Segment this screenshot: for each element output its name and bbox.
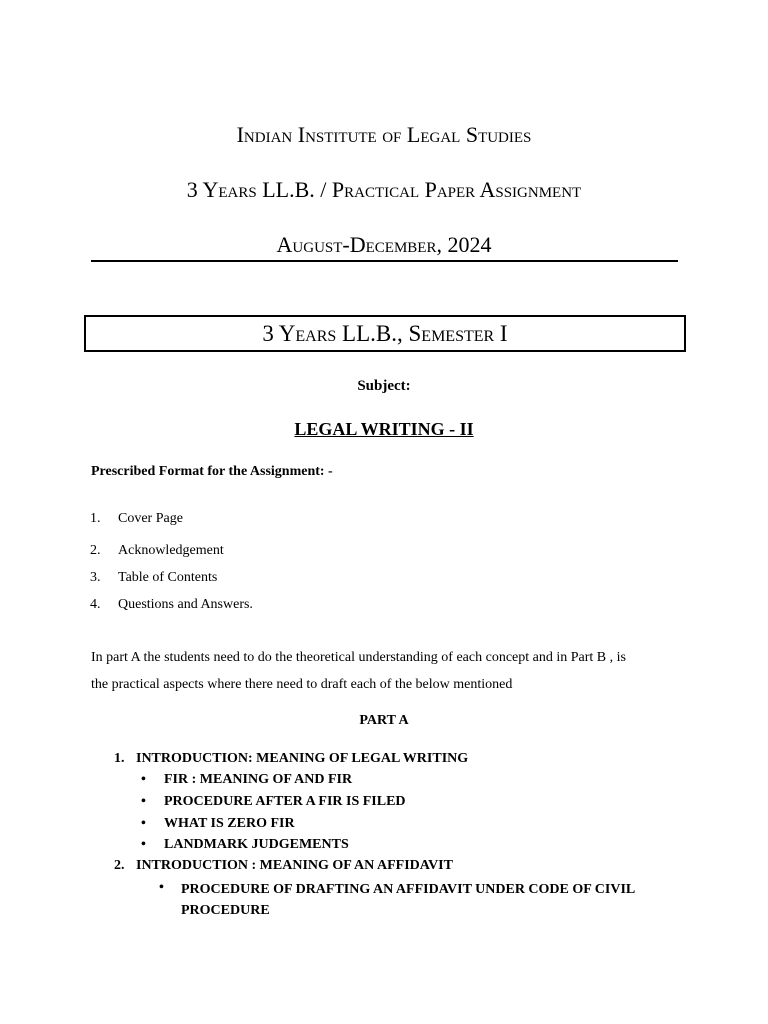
session-title: August-December, 2024 (276, 232, 492, 257)
institute-title: Indian Institute of Legal Studies (236, 122, 532, 147)
format-item-number: 1. (90, 511, 101, 526)
bullet-icon: • (141, 772, 146, 787)
format-item-acknowledgement: Acknowledgement (118, 543, 224, 558)
bullet-text: PROCEDURE AFTER A FIR IS FILED (164, 794, 406, 809)
intro-line-1: In part A the students need to do the theoretical understanding of each concept and in Part B , is (91, 650, 626, 665)
bullet-icon: • (141, 794, 146, 809)
part-a-item-number: 1. (114, 751, 125, 766)
subject-title (0, 418, 768, 440)
header-divider (91, 260, 678, 262)
part-a-item-title: INTRODUCTION: MEANING OF LEGAL WRITING (136, 751, 469, 766)
format-item-number: 4. (90, 597, 101, 612)
subject-label: Subject: (357, 378, 411, 394)
format-heading: Prescribed Format for the Assignment: - (91, 464, 333, 479)
format-item-qa: Questions and Answers. (118, 597, 253, 612)
bullet-icon: • (141, 816, 146, 831)
part-a-item-title: INTRODUCTION : MEANING OF AN AFFIDAVIT (136, 858, 453, 873)
semester-label: 3 Years LL.B., Semester I (262, 320, 508, 346)
subject-title-text: LEGAL WRITING - II (294, 419, 474, 439)
bullet-icon: • (141, 837, 146, 852)
format-item-number: 2. (90, 543, 101, 558)
intro-paragraph (91, 644, 691, 698)
semester-box (84, 315, 686, 352)
part-a-heading: PART A (359, 713, 409, 728)
part-a-item-number: 2. (114, 858, 125, 873)
bullet-text: LANDMARK JUDGEMENTS (164, 837, 349, 852)
format-item-cover-page: Cover Page (118, 511, 183, 526)
bullet-text: PROCEDURE OF DRAFTING AN AFFIDAVIT UNDER CODE OF CIVIL PROCEDURE (181, 882, 635, 918)
intro-line-2: the practical aspects where there need to draft each of the below mentioned (91, 677, 513, 692)
format-item-number: 3. (90, 570, 101, 585)
bullet-icon: • (159, 880, 164, 895)
bullet-text: WHAT IS ZERO FIR (164, 816, 295, 831)
programme-title: 3 Years LL.B. / Practical Paper Assignment (186, 177, 582, 202)
format-item-toc: Table of Contents (118, 570, 218, 585)
bullet-text: FIR : MEANING OF AND FIR (164, 772, 353, 787)
